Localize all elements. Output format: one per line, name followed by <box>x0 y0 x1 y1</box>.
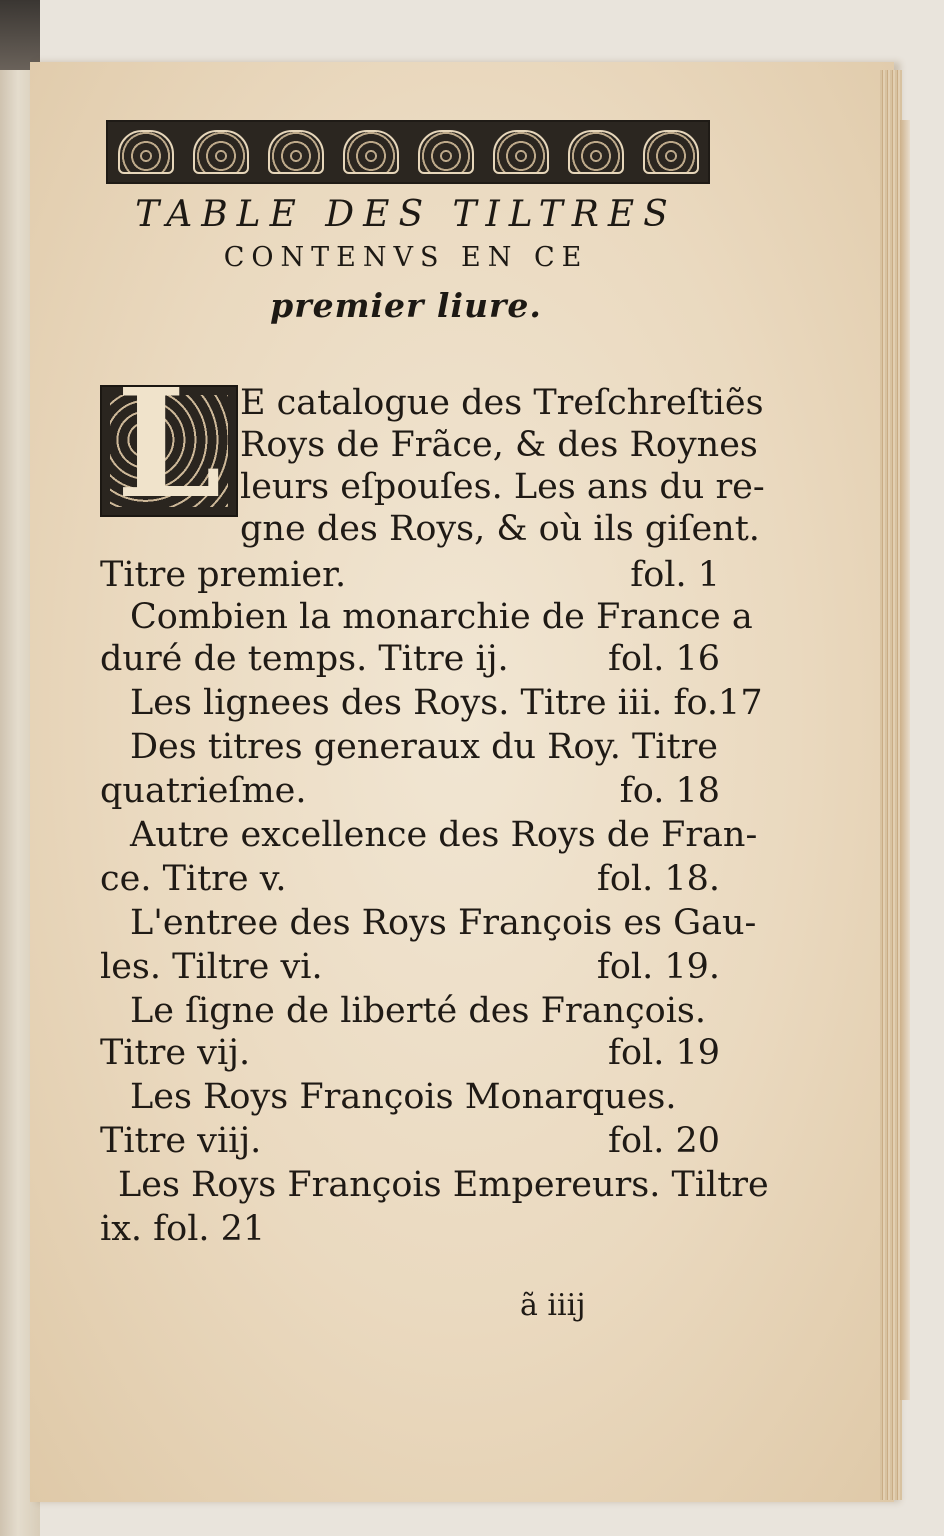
entry1-line1: E catalogue des Treſchreſtiẽs <box>240 383 764 423</box>
entry5-folio: fol. 18. <box>596 859 720 899</box>
entry4-folio: fo. 18 <box>619 771 720 811</box>
drop-cap <box>100 385 238 517</box>
entry1-line4: gne des Roys, & où ils giſent. <box>240 509 760 549</box>
entry7-row <box>100 1033 720 1076</box>
entry1-title: Titre premier. <box>100 555 347 595</box>
entry1-title-row <box>100 555 720 598</box>
signature-mark: ã iiij <box>520 1288 586 1323</box>
entry7-line1: Le ſigne de liberté des François. <box>130 991 706 1031</box>
entry8-line1: Les Roys François Monarques. <box>130 1077 677 1117</box>
headpiece-ornament <box>106 120 710 184</box>
entry6-line1: L'entree des Roys François es Gau- <box>130 903 757 943</box>
entry5-line2: ce. Titre v. <box>100 859 287 899</box>
entry2-line2: duré de temps. Titre ij. <box>100 639 509 679</box>
entry7-folio: fol. 19 <box>607 1033 720 1073</box>
entry2-folio: fol. 16 <box>607 639 720 679</box>
entry6-row <box>100 947 720 990</box>
entry2-line1: Combien la monarchie de France a <box>130 597 753 637</box>
binding-cover-edge <box>0 0 40 70</box>
page-fore-edge-inner <box>900 120 910 1400</box>
ornament-cell <box>118 130 174 174</box>
entry5-line1: Autre excellence des Roys de Fran- <box>130 815 758 855</box>
drop-cap-letter: L <box>116 385 222 517</box>
title-line-1: TABLE DES TILTRES <box>135 194 677 235</box>
entry2-row <box>100 639 720 682</box>
entry9-line2: ix. fol. 21 <box>100 1209 266 1249</box>
entry1-line3: leurs eſpouſes. Les ans du re- <box>240 467 765 507</box>
entry8-folio: fol. 20 <box>607 1121 720 1161</box>
ornament-cell <box>493 130 549 174</box>
title-line-3: premier liure. <box>270 286 542 325</box>
entry4-line2: quatrieſme. <box>100 771 307 811</box>
entry4-row <box>100 771 720 814</box>
page-fore-edge <box>880 70 902 1500</box>
ornament-cell <box>343 130 399 174</box>
ornament-cell <box>643 130 699 174</box>
entry9-line1: Les Roys François Empereurs. Tiltre <box>118 1165 769 1205</box>
entry1-line2: Roys de Frãce, & des Roynes <box>240 425 758 465</box>
entry8-line2: Titre viij. <box>100 1121 262 1161</box>
entry6-line2: les. Tiltre vi. <box>100 947 323 987</box>
ornament-cell <box>193 130 249 174</box>
entry4-line1: Des titres generaux du Roy. Titre <box>130 727 719 767</box>
ornament-cell <box>418 130 474 174</box>
ornament-cell <box>268 130 324 174</box>
entry1-folio: fol. 1 <box>630 555 720 595</box>
entry5-row <box>100 859 720 902</box>
title-line-2: CONTENVS EN CE <box>223 242 589 273</box>
entry8-row <box>100 1121 720 1164</box>
entry7-line2: Titre vij. <box>100 1033 251 1073</box>
ornament-cell <box>568 130 624 174</box>
entry6-folio: fol. 19. <box>596 947 720 987</box>
entry3: Les lignees des Roys. Titre iii. fo.17 <box>130 683 763 723</box>
